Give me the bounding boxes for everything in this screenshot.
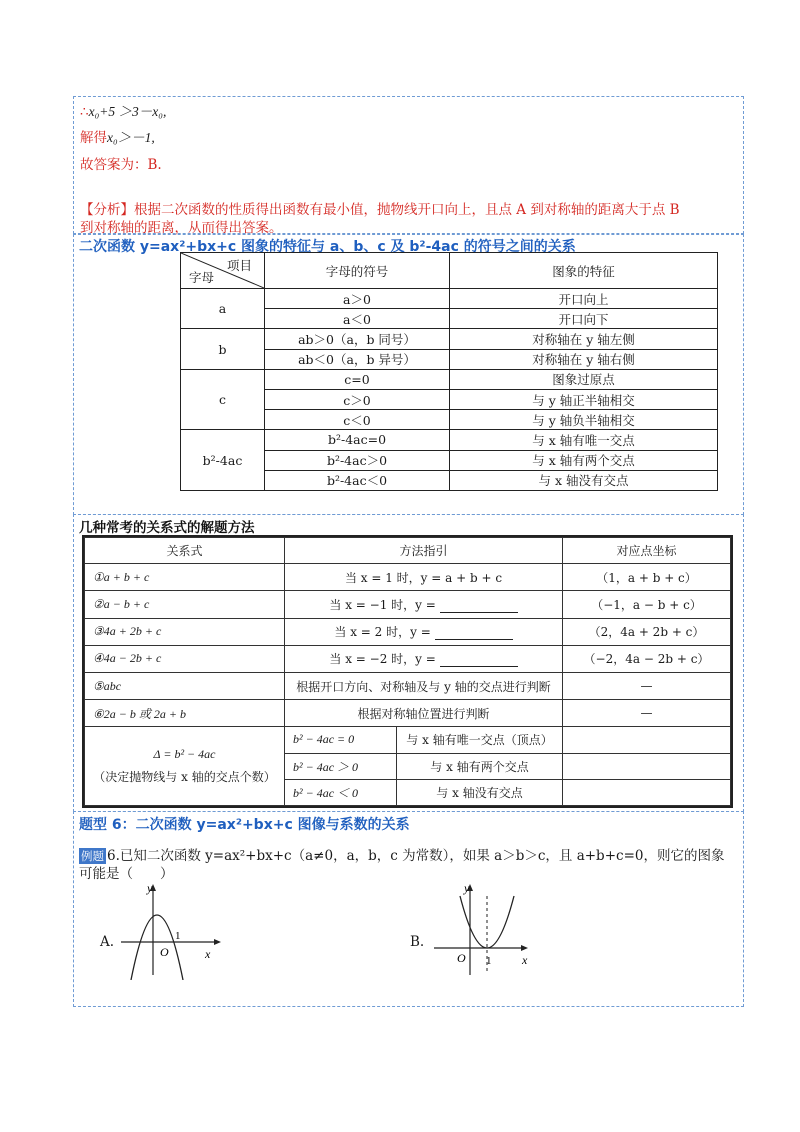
y-label: y (147, 881, 153, 895)
col-header-sign: 字母的符号 (265, 253, 450, 289)
answer-inequality: x₀+5 ＞3－x₀, (88, 104, 167, 119)
answer-line-3: 故答案为：B. (80, 157, 162, 173)
col-header-relation: 关系式 (85, 538, 285, 564)
relation-expr: ②a − b + c (85, 591, 285, 618)
one-label: 1 (486, 955, 492, 967)
section1-title: 二次函数 y=ax²+bx+c 图象的特征与 a、b、c 及 b²-4ac 的符号之间的关系 (79, 239, 576, 255)
relation-expr: ⑥2a − b 或 2a + b (85, 700, 285, 727)
sign-feature-table (180, 252, 718, 491)
method-cell: 根据对称轴位置进行判断 (285, 700, 563, 727)
delta-expression: Δ = b² − 4ac (153, 747, 216, 762)
option-a-graph[interactable] (117, 880, 227, 980)
question-line-2: 可能是（ ） (79, 866, 174, 882)
coordinate-cell: （−1，a − b + c） (563, 591, 731, 618)
feature-cell: 与 x 轴有唯一交点 (450, 430, 718, 450)
analysis-line-1: 【分析】根据二次函数的性质得出函数有最小值，抛物线开口向上，且点 A 到对称轴的距离大于点 B (80, 202, 680, 218)
sign-cell: c=0 (265, 369, 450, 389)
col-header-method: 方法指引 (285, 538, 563, 564)
sign-cell: b²-4ac＜0 (265, 470, 450, 490)
letter-cell: b²-4ac (181, 430, 265, 491)
option-a-label[interactable]: A. (100, 934, 115, 950)
relation-expr: ①a + b + c (85, 564, 285, 591)
method-cell: 当 x = −2 时，y = (285, 645, 563, 672)
coordinate-cell: — (563, 672, 731, 699)
one-label: 1 (175, 930, 181, 942)
method-cell: 当 x = −1 时，y = (285, 591, 563, 618)
origin-label: O (160, 945, 169, 959)
delta-result: 与 x 轴有唯一交点（顶点） (397, 727, 563, 753)
delta-condition: b² − 4ac = 0 (285, 727, 397, 753)
relation-method-table-frame (82, 535, 733, 808)
analysis-line-2: 到对称轴的距离，从而得出答案。 (80, 220, 283, 236)
sign-cell: ab＜0（a，b 异号） (265, 349, 450, 369)
sign-cell: b²-4ac＞0 (265, 450, 450, 470)
method-cell: 当 x = 1 时，y = a + b + c (285, 564, 563, 591)
coordinate-cell: （1，a + b + c） (563, 564, 731, 591)
sign-cell: a＜0 (265, 309, 450, 329)
sign-cell: c＞0 (265, 389, 450, 409)
delta-note: （决定抛物线与 x 轴的交点个数） (93, 770, 276, 785)
sign-cell: c＜0 (265, 410, 450, 430)
x-label: x (205, 947, 211, 961)
parabola-down (131, 915, 183, 980)
delta-condition: b² − 4ac ＞ 0 (285, 753, 397, 779)
y-label: y (464, 881, 470, 895)
feature-cell: 与 y 轴负半轴相交 (450, 410, 718, 430)
question-line-1: 例题 6.已知二次函数 y=ax²+bx+c（a≠0，a，b，c 为常数），如果 a＞b＞c，且 a+b+c=0，则它的图象 (81, 848, 725, 864)
x-label: x (522, 953, 528, 967)
example-tag: 例题 (81, 849, 104, 863)
answer-blank[interactable] (440, 601, 518, 613)
sign-cell: ab＞0（a，b 同号） (265, 329, 450, 349)
option-b-label[interactable]: B. (410, 934, 425, 950)
relation-method-table (84, 537, 731, 806)
feature-cell: 对称轴在 y 轴左侧 (450, 329, 718, 349)
diagonal-header-cell: 项目 字母 (181, 253, 265, 289)
option-b-graph[interactable] (430, 880, 540, 980)
letter-cell: c (181, 369, 265, 430)
delta-condition: b² − 4ac ＜ 0 (285, 779, 397, 805)
sign-cell: a＞0 (265, 289, 450, 309)
delta-result: 与 x 轴有两个交点 (397, 753, 563, 779)
x-axis-arrow-icon (214, 939, 221, 945)
x-axis-arrow-icon (521, 945, 528, 951)
answer-blank[interactable] (435, 628, 513, 640)
method-cell: 当 x = 2 时，y = (285, 618, 563, 645)
relation-expr: ③4a + 2b + c (85, 618, 285, 645)
col-header-coordinate: 对应点坐标 (563, 538, 731, 564)
coordinate-cell: — (563, 700, 731, 727)
delta-cell (85, 727, 285, 806)
feature-cell: 开口向下 (450, 309, 718, 329)
therefore-symbol: ∴ (80, 104, 89, 120)
feature-cell: 与 x 轴没有交点 (450, 470, 718, 490)
feature-cell: 对称轴在 y 轴右侧 (450, 349, 718, 369)
answer-line-2: 解得x₀＞－1, (80, 130, 155, 146)
answer-blank[interactable] (440, 655, 518, 667)
section2-title: 几种常考的关系式的解题方法 (79, 520, 255, 536)
sign-cell: b²-4ac=0 (265, 430, 450, 450)
relation-expr: ④4a − 2b + c (85, 645, 285, 672)
col-header-feature: 图象的特征 (450, 253, 718, 289)
feature-cell: 与 y 轴正半轴相交 (450, 389, 718, 409)
relation-expr: ⑤abc (85, 672, 285, 699)
letter-cell: a (181, 289, 265, 329)
delta-result: 与 x 轴没有交点 (397, 779, 563, 805)
coordinate-cell: （−2，4a − 2b + c） (563, 645, 731, 672)
coordinate-cell: （2，4a + 2b + c） (563, 618, 731, 645)
method-cell: 根据开口方向、对称轴及与 y 轴的交点进行判断 (285, 672, 563, 699)
feature-cell: 图象过原点 (450, 369, 718, 389)
section3-title: 题型 6：二次函数 y=ax²+bx+c 图像与系数的关系 (79, 817, 410, 833)
feature-cell: 开口向上 (450, 289, 718, 309)
feature-cell: 与 x 轴有两个交点 (450, 450, 718, 470)
letter-cell: b (181, 329, 265, 369)
origin-label: O (457, 951, 466, 965)
answer-line-1 (80, 100, 166, 120)
